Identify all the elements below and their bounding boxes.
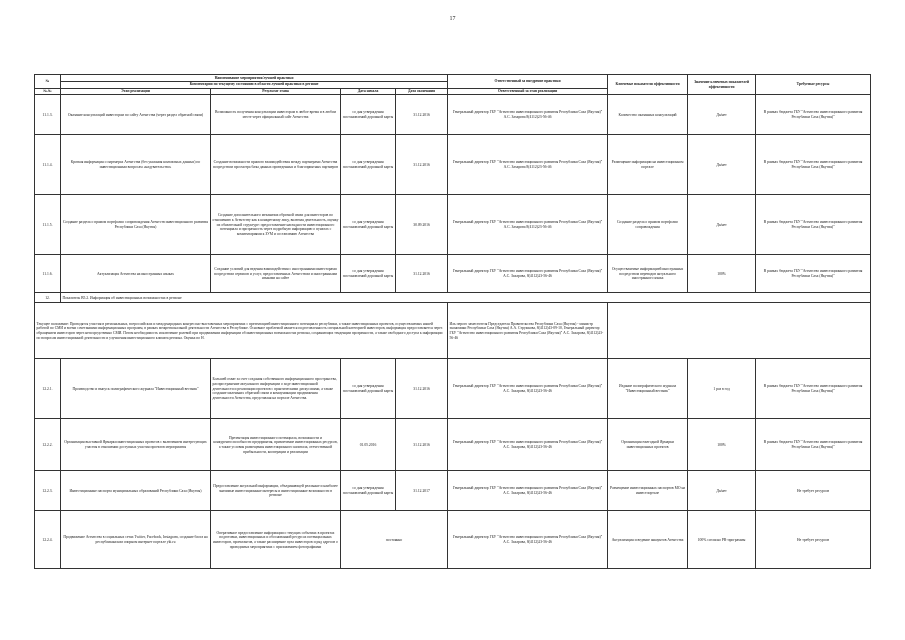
row-stage: Краткая информация о партнерах Агентства (без указания контактных данных) по инвестиционным вопросам «надувательство» — [61, 135, 211, 195]
row-result: Возможность получения консультации инвесторам в любое время и в любом месте через официальный сайт Агентства — [211, 95, 341, 135]
row-stage: Производство и выпуск полиграфического журнала "Инвестиционный вестник" — [61, 359, 211, 419]
header-resources: Требуемые ресурсы — [756, 75, 871, 95]
row-start: 01.05.2016 — [341, 419, 396, 471]
row-kpi: Размещение инвестиционных паспортов МО на инвестпортале — [608, 471, 688, 511]
row-resources: В рамках бюджета ГБУ "Агентство инвестиционного развития Республики Саха (Якутия)" — [756, 135, 871, 195]
row-end: 31.12.2016 — [396, 255, 448, 293]
header-row-1 — [35, 75, 871, 82]
row-stage: Продвижение Агентства в социальных сетях Twitter, Facebook, Instagram, создание блога на республиканском опорном интернет портале ykt.ru — [61, 511, 211, 569]
row-result: Создание условий для ведения взаимодействия с иностранными инвесторами посредством сервисов и услуг, предоставленных Агентством и иностранными языками на сайте — [211, 255, 341, 293]
row-start: со дня утверждения постановлений дорожной карты — [341, 255, 396, 293]
table-row — [35, 255, 871, 293]
row-no: 12.2.2. — [35, 419, 61, 471]
row-end: 31.12.2017 — [396, 471, 448, 511]
row-stage: Организация выставкой Ярмарки инвестиционных проектов с включением интересующих участия в отношении доступных участия проектов мероприятия — [61, 419, 211, 471]
row-value: Да/нет — [688, 135, 756, 195]
row-value: 100% — [688, 255, 756, 293]
table-row — [35, 195, 871, 255]
row-resources: Не требует ресурсов — [756, 511, 871, 569]
row-start: со дня утверждения постановлений дорожной карты — [341, 195, 396, 255]
row-result: Предоставление актуальной информации, объединяющей реальные и наиболее значимые инвестиционные интересы и инвестиционные возможности в регионе — [211, 471, 341, 511]
row-responsible: Генеральный директор ГБУ "Агентство инвестиционного развития Республики Саха (Якутия)" А.С. Захарова 8(4112)23-56-46 — [448, 95, 608, 135]
action-plan-table — [34, 74, 871, 569]
header-key-indicator: Ключевые показатели эффективности — [608, 75, 688, 95]
row-kpi: Количество оказанных консультаций — [608, 95, 688, 135]
row-resources: В рамках бюджета ГБУ "Агентство инвестиционного развития Республики Саха (Якутия)" — [756, 195, 871, 255]
row-responsible: Генеральный директор ГБУ "Агентство инвестиционного развития Республики Саха (Якутия)" А.С. Захарова 8(4112)23-56-46 — [448, 195, 608, 255]
row-no: 11.1.4. — [35, 135, 61, 195]
row-start: со дня утверждения постановлений дорожной карты — [341, 359, 396, 419]
header-end: Дата окончания — [396, 88, 448, 95]
row-resources: В рамках бюджета ГБУ "Агентство инвестиционного развития Республики Саха (Якутия)" — [756, 95, 871, 135]
row-result: Презентация инвестиционного потенциала, возможности и конкурентоспособности предприятия, привлечение инвестиционных ресурсов, а также условия размещения инвестиционного капитала, отечественной прибыльности, кооперации и реализации — [211, 419, 341, 471]
row-start: со дня утверждения постановлений дорожной карты — [341, 135, 396, 195]
row-stage: Оказание консультаций инвесторам по сайту Агентства (через раздел обратной связи) — [61, 95, 211, 135]
header-stage: Этап реализации — [61, 88, 211, 95]
row-start: постоянно — [341, 511, 448, 569]
row-resources: В рамках бюджета ГБУ "Агентство инвестиционного развития Республики Саха (Якутия)" — [756, 255, 871, 293]
row-responsible: Генеральный директор ГБУ "Агентство инвестиционного развития Республики Саха (Якутия)" А.С. Захарова, 8(4112)23-56-46 — [448, 471, 608, 511]
header-measure-name: Наименование мероприятия/лучшей практики — [61, 75, 448, 82]
section-row — [35, 293, 871, 303]
row-value: Да/нет — [688, 95, 756, 135]
row-no: 12.2.1. — [35, 359, 61, 419]
row-value: 100% согласно PR-программы — [688, 511, 756, 569]
row-resources: В рамках бюджета ГБУ "Агентство инвестиционного развития Республики Саха (Якутия)" — [756, 419, 871, 471]
row-result: Создание дополнительного механизма обратной связи для инвесторов по отношению к Агентству как к конкретному лицу, включая деятельность, оценку их обязательной структуре: предоставление наглядности инвестиционного потенциала и прозрачность через подробную информацию о пунктах с комментариями к ЗУМ и составлению Агентства — [211, 195, 341, 255]
row-no: 11.1.6. — [35, 255, 61, 293]
row-start: со дня утверждения постановлений дорожной карты — [341, 471, 396, 511]
header-result: Результат этапа — [211, 88, 341, 95]
row-value: Да/нет — [688, 195, 756, 255]
section-comment-row — [35, 303, 871, 359]
page-number: 17 — [449, 16, 456, 22]
row-kpi: Создание раздела о прямом портфолио сопровождения — [608, 195, 688, 255]
section-responsible: Иль перого заместителя Председателя Правительства Республики Саха (Якутия) - министр экономики Республики Саха (Якутия) А.А. Стружкова, 8(4112)43-09-10, Генеральный директор ГБУ "Агентство инвестиционного развития Республики Саха (Якутия)" А.С. Захарова, 8(4112)23-56-46 — [448, 303, 608, 359]
row-responsible: Генеральный директор ГБУ "Агентство инвестиционного развития Республики Саха (Якутия)" А.С. Захарова, 8(4112)23-56-46 — [448, 359, 608, 419]
row-kpi: Размещение информации на инвестиционном портале — [608, 135, 688, 195]
row-value: 1 раз в год — [688, 359, 756, 419]
row-no: 12.2.4. — [35, 511, 61, 569]
section-no: 12. — [35, 293, 61, 303]
row-stage: Актуализация Агентства на иностранных языках — [61, 255, 211, 293]
row-end: 30.09.2016 — [396, 195, 448, 255]
row-no: 11.1.5. — [35, 195, 61, 255]
row-responsible: Генеральный директор ГБУ "Агентство инвестиционного развития Республики Саха (Якутия)" А.С. Захарова 8(4112)23-56-46 — [448, 135, 608, 195]
row-responsible: Генеральный директор ГБУ "Агентство инвестиционного развития Республики Саха (Якутия)" А.С. Захарова, 8(4112)23-56-46 — [448, 255, 608, 293]
row-value: 100% — [688, 419, 756, 471]
table-row — [35, 95, 871, 135]
row-result: Большей охват за счет создания собственного информационного пространства, распространение актуального информации о ходе инвестиционной деятельности и реализации проектов с практическими дискуссиями, а также создание маленьких обратной связи и коммуникации продвижения деятельности Агентства, представляя на портале Агентства. — [211, 359, 341, 419]
row-stage: Инвестиционные паспорта муниципальных образований Республики Саха (Якутия) — [61, 471, 211, 511]
table-row — [35, 135, 871, 195]
row-stage: Создание раздела о прямом портфолио сопровождения Агентств инвестиционного развития Республики Саха (Якутия) — [61, 195, 211, 255]
header-responsible: Ответственный за этап реализации — [448, 88, 608, 95]
row-no: 12.2.3. — [35, 471, 61, 511]
row-start: со дня утверждения постановлений дорожной карты — [341, 95, 396, 135]
row-resources: Не требует ресурсов — [756, 471, 871, 511]
row-end: 31.12.2016 — [396, 135, 448, 195]
row-kpi: Осуществляемые информацией иностранных посредством переводов актуального иностранного языка — [608, 255, 688, 293]
row-responsible: Генеральный директор ГБУ "Агентство инвестиционного развития Республики Саха (Якутия)" А.С. Захарова, 8(4112)23-56-46 — [448, 419, 608, 471]
row-no: 11.1.3. — [35, 95, 61, 135]
header-comment-group: Комментарии по текущему состоянию в области лучшей практики в регионе — [61, 81, 448, 88]
table-row — [35, 359, 871, 419]
row-resources: В рамках бюджета ГБУ "Агентство инвестиционного развития Республики Саха (Якутия)" — [756, 359, 871, 419]
header-no-no: №.№ — [35, 88, 61, 95]
header-no: № — [35, 75, 61, 89]
table-row — [35, 419, 871, 471]
row-kpi: Издание полиграфического журнала "Инвестиционный вестник" — [608, 359, 688, 419]
row-kpi: Актуализация и ведение аккаунтов Агентства — [608, 511, 688, 569]
row-kpi: Организация ежегодной Ярмарки инвестиционных проектов — [608, 419, 688, 471]
table-row — [35, 511, 871, 569]
row-value: Да/нет — [688, 471, 756, 511]
row-result: Создание возможности прямого взаимодействия между партнерами Агентства посредством просмотра базы данных проведенных и благоприятных партнеров — [211, 135, 341, 195]
row-end: 31.12.2016 — [396, 95, 448, 135]
row-responsible: Генеральный директор ГБУ "Агентство инвестиционного развития Республики Саха (Якутия)" А.С. Захарова, 8(4112)23-56-46 — [448, 511, 608, 569]
section-empty — [608, 303, 871, 359]
row-end: 31.12.2016 — [396, 419, 448, 471]
table-row — [35, 471, 871, 511]
header-responsible-top: Ответственный за внедрение практики — [448, 75, 608, 89]
section-comment: Текущее положение: Проводятся участия в региональных, всероссийских и международных конгрессно-выставочных мероприятиях с презентацией инвестиционного потенциала республики, а также инвестиционных проектов, осуществляемых нашей работой по СМИ и всеми сочетаниями информационных программ, в рамках межрегиональной деятельности Агентства в Республике. Основное проблемой является подготовленность специальной категорией инвесторов, информация предоставляется через обращением инвесторов через непосредственно СМИ. Потом необходимость исключение ролевой при продвижении информации об инвестиционных возможностях региона, сохраняющих тенденции прозрачности, а также свободного доступа к информации по вопросам инвестиционной деятельности и улучшения инвестиционного климата региона. Оценка по Н. — [35, 303, 448, 359]
header-actual-value: Значение ключевых показателей эффективности — [688, 75, 756, 95]
row-result: Оперативное предоставление информации о текущих событиях в проектах подготовки, инвестиционных и обоснованной ресурсах потенциальных инвесторов, проектантов, а также расширение пула инвесторов и ряд адресов о проводимых мероприятиях с приложением фотографиями — [211, 511, 341, 569]
header-start: Дата начала — [341, 88, 396, 95]
section-title: Показатель В5.2. Информация об инвестиционных возможностях в регионе — [61, 293, 871, 303]
row-end: 31.12.2016 — [396, 359, 448, 419]
